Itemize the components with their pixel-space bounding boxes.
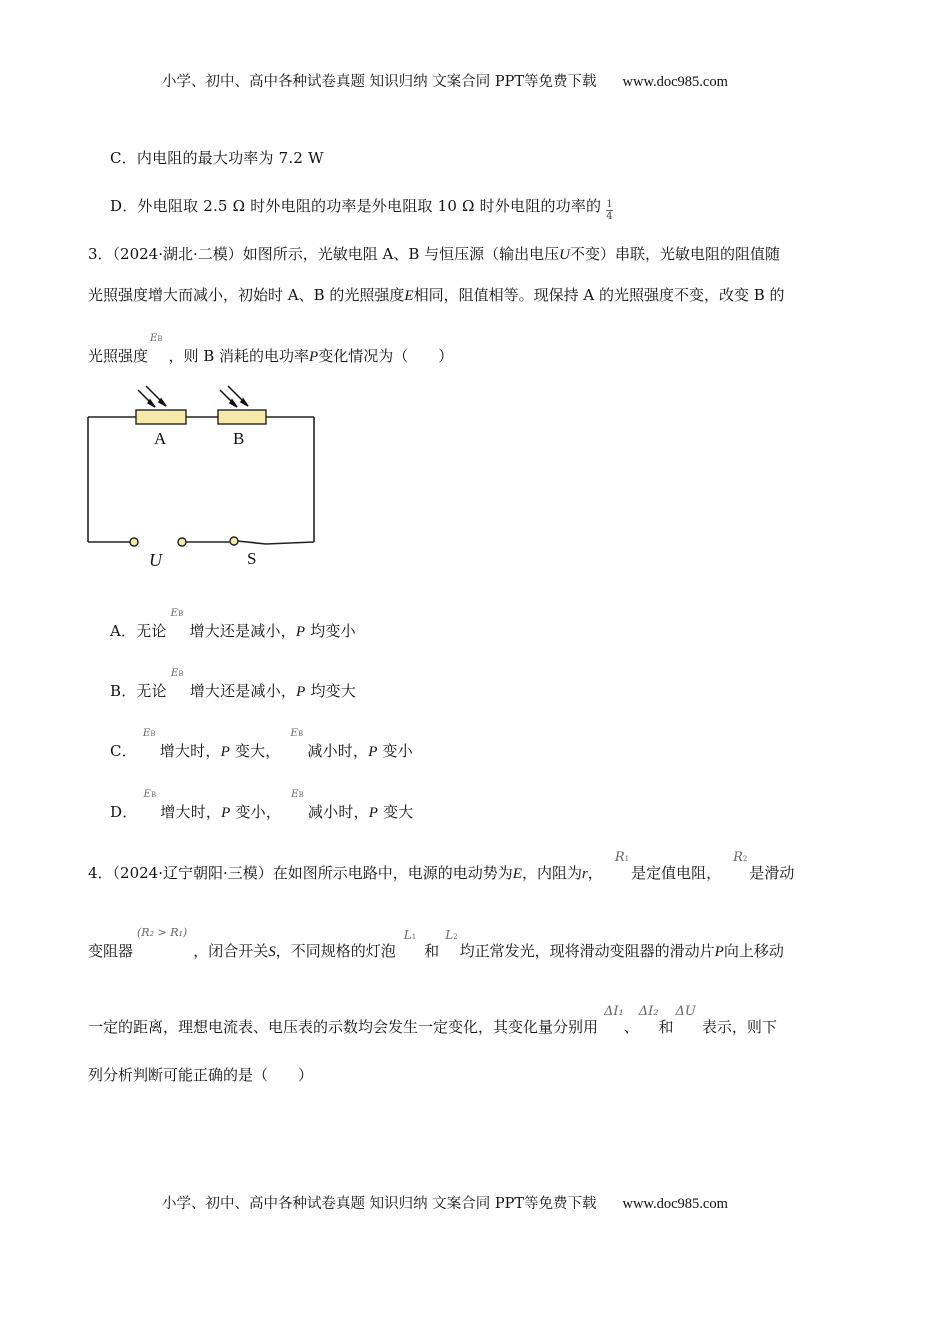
q3-option-b-mid: 增大还是减小， xyxy=(189,682,297,700)
symbol-eb-sub: B xyxy=(157,335,163,343)
q3-line-2 xyxy=(88,284,785,305)
q3-line-2-b: 相同，阻值相等。现保持 A 的光照强度不变，改变 B 的 xyxy=(413,286,785,304)
q3-option-c-post: 变小 xyxy=(382,742,413,760)
q4-line-3-a: 一定的距离，理想电流表、电压表的示数均会发生一定变化，其变化量分别用 xyxy=(88,1018,599,1036)
q4-line-3-b: 和 xyxy=(658,1018,674,1036)
condition-r2-gt-r1: (R₂ > R₁) xyxy=(137,926,188,939)
q3-option-c-p2: P xyxy=(368,744,378,760)
q3-line-1 xyxy=(88,243,780,264)
light-arrows-a xyxy=(138,386,166,407)
terminal-right xyxy=(178,538,186,546)
symbol-eb-sub: B xyxy=(150,791,157,799)
q4-line-2 xyxy=(88,926,784,961)
switch-pivot xyxy=(230,537,238,545)
circuit-diagram xyxy=(80,384,330,574)
q4-line-1-a: 4．（2024·辽宁朝阳·三模）在如图所示电路中，电源的电动势为 xyxy=(88,864,513,882)
q3-option-d-pre: D． xyxy=(110,803,138,821)
q3-line-3-a: 光照强度 xyxy=(88,347,149,365)
q3-option-c-p1: P xyxy=(220,744,230,760)
q3-option-a-post: 均变小 xyxy=(310,622,356,640)
q4-line-1-e: 是滑动 xyxy=(749,864,795,882)
footer-url[interactable]: www.doc985.com xyxy=(622,1196,728,1212)
q3-option-d-post: 变大 xyxy=(383,803,414,821)
q3-symbol-p: P xyxy=(309,349,319,365)
q3-line-3-c: 变化情况为（ ） xyxy=(318,347,454,365)
symbol-l1 xyxy=(404,928,416,942)
symbol-eb xyxy=(291,728,304,739)
q3-line-3-b: ，则 B 消耗的电功率 xyxy=(168,347,310,365)
q4-line-2-a: 变阻器 xyxy=(88,942,134,960)
symbol-eb-sub: B xyxy=(298,791,304,799)
q3-line-1-a: 3．（2024·湖北·二模）如图所示，光敏电阻 A、B 与恒压源（输出电压 xyxy=(88,245,560,263)
symbol-eb xyxy=(171,608,184,619)
q4-line-1-d: 是定值电阻， xyxy=(631,864,722,882)
symbol-eb-e: E xyxy=(170,608,179,619)
symbol-r1-r: R xyxy=(614,850,625,865)
symbol-r2 xyxy=(733,850,747,865)
symbol-l1-l: L xyxy=(403,928,412,942)
q2-option-c: C．内电阻的最大功率为 7.2 W xyxy=(110,149,324,167)
symbol-eb-sub: B xyxy=(178,610,184,618)
symbol-delta-i1: ΔI₁ xyxy=(604,1004,624,1019)
q3-option-d-p2: P xyxy=(368,805,379,821)
photoresistor-b xyxy=(218,410,266,424)
switch-blade xyxy=(237,541,266,544)
q4-symbol-p: P xyxy=(714,944,724,960)
symbol-eb-e: E xyxy=(290,728,299,739)
symbol-eb-e: E xyxy=(142,728,151,739)
fraction-one-quarter xyxy=(606,199,613,222)
q3-line-3 xyxy=(88,333,454,366)
q3-option-c-mid2: 变大， xyxy=(234,742,281,760)
q4-symbol-e: E xyxy=(512,866,522,882)
q4-line-3-sep: 、 xyxy=(623,1018,639,1036)
label-a: A xyxy=(154,429,167,448)
symbol-eb-sub: B xyxy=(298,730,304,738)
q4-line-2-b: ，闭合开关 xyxy=(193,942,269,960)
symbol-eb-e: E xyxy=(150,333,158,344)
fraction-numerator: 1 xyxy=(606,199,613,210)
symbol-r1 xyxy=(615,850,629,865)
q3-option-c-mid1: 增大时， xyxy=(159,742,221,760)
header-text: 小学、初中、高中各种试卷真题 知识归纳 文案合同 PPT等免费下载 xyxy=(162,74,597,90)
terminal-left xyxy=(130,538,138,546)
q4-line-1-c: ， xyxy=(587,864,603,882)
label-s: S xyxy=(247,549,257,568)
q4-line-1 xyxy=(88,850,795,883)
q2-option-d xyxy=(110,195,613,222)
q4-line-2-f: 向上移动 xyxy=(723,942,784,960)
symbol-eb xyxy=(171,668,184,679)
symbol-eb-e: E xyxy=(170,668,179,679)
q4-line-3 xyxy=(88,1004,777,1037)
q4-line-2-c: ，不同规格的灯泡 xyxy=(275,942,396,960)
q3-option-c-pre: C． xyxy=(110,742,137,760)
light-arrows-b xyxy=(220,386,248,407)
symbol-eb-e: E xyxy=(143,789,151,800)
q3-option-d-p1: P xyxy=(221,805,231,821)
q4-line-4: 列分析判断可能正确的是（ ） xyxy=(88,1066,314,1084)
label-b: B xyxy=(233,429,245,448)
wire-bottom-right xyxy=(266,542,314,544)
symbol-eb xyxy=(143,789,156,800)
q4-line-2-d: 和 xyxy=(424,942,440,960)
q3-option-b-pre: B．无论 xyxy=(110,682,167,700)
q3-option-c xyxy=(110,728,413,761)
symbol-l2-l: L xyxy=(445,928,454,942)
q3-option-b-post: 均变大 xyxy=(310,682,357,700)
page-header xyxy=(162,70,728,91)
q3-line-2-a: 光照强度增大而减小，初始时 A、B 的光照强度 xyxy=(88,286,405,304)
q4-symbol-s: S xyxy=(268,944,276,960)
q2-option-d-text: D．外电阻取 2.5 Ω 时外电阻的功率是外电阻取 10 Ω 时外电阻的功率的 xyxy=(110,197,602,215)
q4-symbol-r: r xyxy=(581,866,588,882)
symbol-delta-u: ΔU xyxy=(675,1004,696,1019)
symbol-eb xyxy=(291,789,304,800)
q3-symbol-u: U xyxy=(559,247,570,263)
symbol-eb-sub: B xyxy=(150,730,156,738)
symbol-l1-sub: 1 xyxy=(411,933,417,941)
symbol-r2-sub: 2 xyxy=(742,855,748,863)
q3-symbol-e: E xyxy=(404,288,414,304)
page-footer xyxy=(162,1192,728,1213)
q4-line-3-c: 表示，则下 xyxy=(701,1018,777,1036)
symbol-eb xyxy=(150,333,162,344)
label-u: U xyxy=(149,550,162,570)
footer-text: 小学、初中、高中各种试卷真题 知识归纳 文案合同 PPT等免费下载 xyxy=(162,1196,597,1212)
q3-option-a-mid: 增大还是减小， xyxy=(189,622,296,640)
q3-option-a-p: P xyxy=(295,624,306,640)
q3-option-d xyxy=(110,789,414,822)
symbol-delta-i2: ΔI₂ xyxy=(638,1004,659,1019)
symbol-r1-sub: 1 xyxy=(624,855,630,863)
q4-line-1-b: ，内阻为 xyxy=(521,864,582,882)
symbol-r2-r: R xyxy=(733,850,743,865)
q3-option-d-mid2: 变小， xyxy=(235,803,282,821)
symbol-eb-e: E xyxy=(291,789,299,800)
symbol-eb-sub: B xyxy=(178,670,184,678)
q4-line-2-e: 均正常发光，现将滑动变阻器的滑动片 xyxy=(459,942,715,960)
q3-option-d-mid3: 减小时， xyxy=(307,803,369,821)
photoresistor-a xyxy=(136,410,186,424)
symbol-eb xyxy=(143,728,156,739)
q3-option-b-p: P xyxy=(296,684,306,700)
q3-line-1-b: 不变）串联，光敏电阻的阻值随 xyxy=(570,245,781,263)
symbol-l2-sub: 2 xyxy=(453,933,458,941)
q3-option-d-mid1: 增大时， xyxy=(160,803,222,821)
q3-option-c-mid3: 减小时， xyxy=(307,742,369,760)
q3-option-b xyxy=(110,668,357,701)
symbol-l2 xyxy=(445,928,457,942)
fraction-denominator: 4 xyxy=(606,211,613,222)
header-url[interactable]: www.doc985.com xyxy=(622,74,728,90)
q3-option-a-pre: A．无论 xyxy=(110,622,167,640)
q3-option-a xyxy=(110,608,356,641)
